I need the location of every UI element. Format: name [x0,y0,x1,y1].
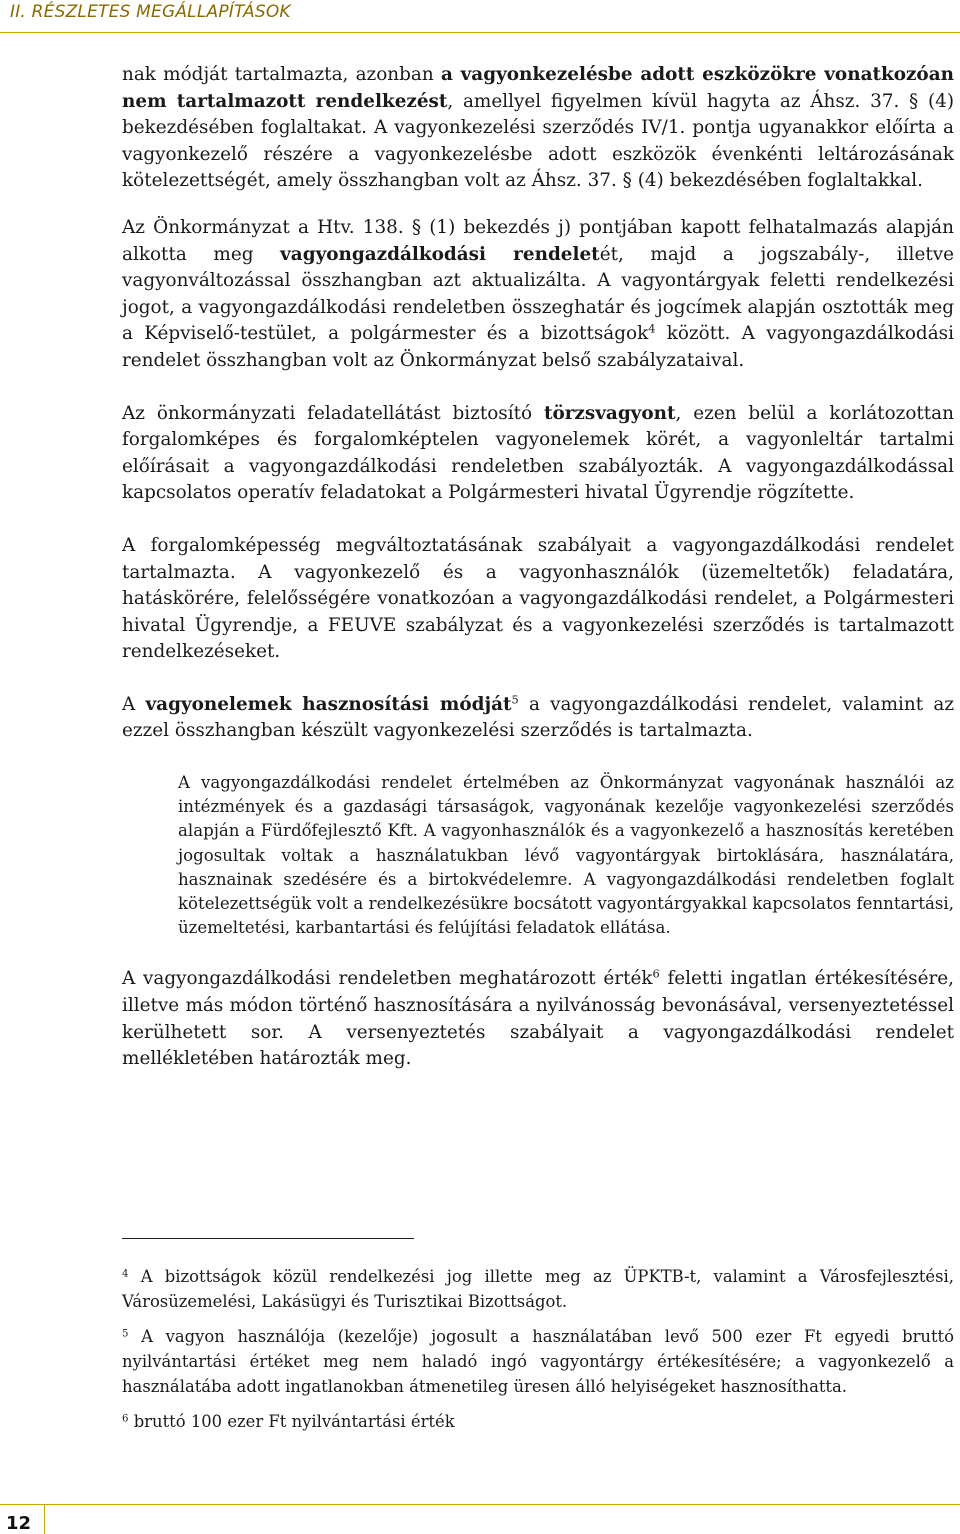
footnote-separator [122,1238,414,1239]
header-rule [0,32,960,33]
footnote: $^5$ A vagyon használója (kezelője) jogosult a használatában levő 500 ezer Ft egyedi bruttó nyilvántartási értéket meg nem haladó ingó vagyontárgy értékesítésére; a vagyonkezelő a használatába adott ingatlanokban átmenetileg üresen álló helyiségeket hasznosíthatta. [122,1327,954,1396]
paragraph: Az Önkormányzat a Htv. 138. § (1) bekezdés j) pontjában kapott felhatalmazás alapján alkotta meg vagyongazdálkodási rendeletét, majd a jogszabály-, illetve vagyonváltozással összhangban azt aktualizálta. A vagyontárgyak feletti rendelkezési jogot, a vagyongazdálkodási rendeletben összeghatár és jogcímek alapján osztották meg a Képviselő-testület, a polgármester és a bizottságok$^4$ között. A vagyongazdálkodási rendelet összhangban volt az Önkormányzat belső szabályzataival. [122,216,954,371]
bold-emphasis: a vagyonkezelésbe adott eszközökre vonatkozóan nem tartalmazott rendelkezést [122,64,954,112]
paragraph: A vagyonelemek hasznosítási módját$^5$ a vagyongazdálkodási rendelet, valamint az ezzel összhangban készült vagyonkezelési szerződés is tartalmazta. [122,692,955,742]
footnote-reference[interactable]: 5 [511,692,519,707]
footnote-reference[interactable]: 4 [648,322,656,337]
footer-divider [44,1504,45,1534]
footnote: $^6$ bruttó 100 ezer Ft nyilvántartási érték [122,1412,455,1431]
paragraph: nak módját tartalmazta, azonban a vagyonkezelésbe adott eszközökre vonatkozóan nem tartalmazott rendelkezést, amellyel figyelmen kívül hagyta az Áhsz. 37. § (4) bekezdésében foglaltakat. A vagyonkezelési szerződés IV/1. pontja ugyanakkor előírta a vagyonkezelő részére a vagyonkezelésbe adott eszközök évenkénti leltározásának kötelezettségét, amely összhangban volt az Áhsz. 37. § (4) bekezdésében foglaltakkal. [122,64,954,192]
paragraph: Az önkormányzati feladatellátást biztosító törzsvagyont, ezen belül a korlátozottan forgalomképes és forgalomképtelen vagyonelemek körét, a vagyonleltár tartalmi előírásait a vagyongazdálkodási rendeletben szabályozták. A vagyongazdálkodással kapcsolatos operatív feladatokat a Polgármesteri hivatal Ügyrendje rögzítette. [122,402,954,504]
running-header: II. RÉSZLETES MEGÁLLAPÍTÁSOK [10,2,291,22]
indented-quote: A vagyongazdálkodási rendelet értelmében az Önkormányzat vagyonának használói az intézmények és a gazdasági társaságok, vagyonának kezelője vagyonkezelési szerződés alapján a Fürdőfejlesztő Kft. A vagyonhasználók és a vagyonkezelő a hasznosítás keretében jogosultak voltak a használatukban lévő vagyontárgyak birtoklására, használatára, hasznainak szedésére és a birtokvédelemre. A vagyongazdálkodási rendeletben foglalt kötelezettségük volt a rendelkezésükre bocsátott vagyontárgyakkal kapcsolatos fenntartási, üzemeltetési, karbantartási és felújítási feladatok ellátása. [178,773,954,938]
footnote-reference[interactable]: 6 [652,967,660,982]
bold-emphasis: vagyongazdálkodási rendelet [280,243,600,265]
paragraph: A forgalomképesség megváltoztatásának szabályait a vagyongazdálkodási rendelet tartalmazta. A vagyonkezelő és a vagyonhasználók (üzemeltetők) feladatára, hatáskörére, felelősségére vonatkozóan a vagyongazdálkodási rendelet, a Polgármesteri hivatal Ügyrendje, a FEUVE szabályzat és a vagyonkezelési szerződés is tartalmazott rendelkezéseket. [122,534,954,663]
main-content [122,62,954,1073]
bold-emphasis: törzsvagyont [543,402,676,424]
page-number: 12 [6,1513,32,1534]
footer-rule [0,1504,960,1505]
bold-emphasis: vagyonelemek hasznosítási módját [145,693,512,715]
paragraph: A vagyongazdálkodási rendeletben meghatározott érték$^6$ feletti ingatlan értékesítésére, illetve más módon történő hasznosítására a nyilvánosság bevonásával, versenyeztetéssel kerülhetett sor. A versenyeztetés szabályait a vagyongazdálkodási rendelet mellékletében határozták meg. [122,967,954,1070]
footnote: $^4$ A bizottságok közül rendelkezési jog illette meg az ÜPKTB-t, valamint a Városfejlesztési, Városüzemelési, Lakásügyi és Turisztikai Bizottságot. [122,1267,954,1311]
footnotes [122,1264,954,1444]
